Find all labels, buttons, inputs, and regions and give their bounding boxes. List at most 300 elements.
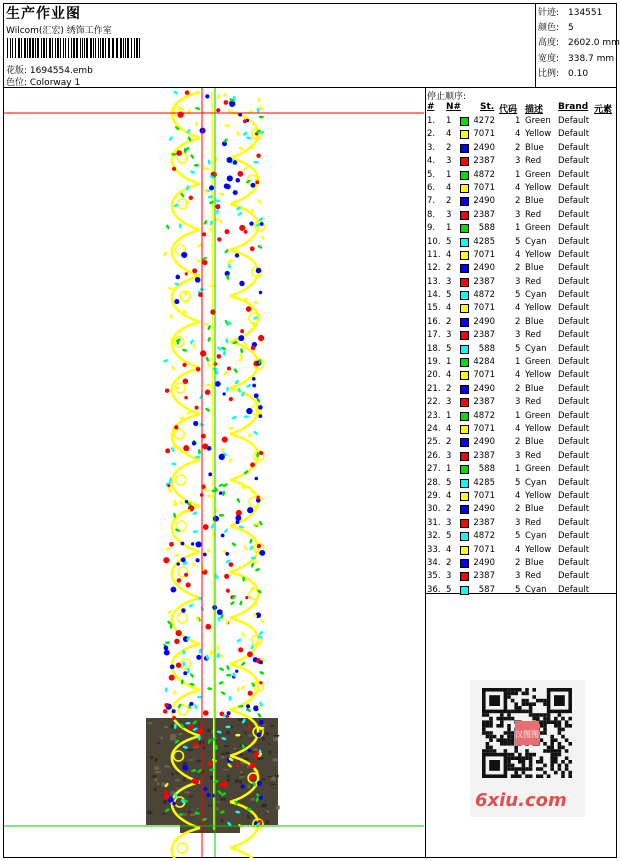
qr-module <box>486 742 490 746</box>
row-needle: 1 <box>446 223 452 234</box>
row-num: 34. <box>427 557 441 568</box>
fabric-texture <box>269 751 272 755</box>
qr-module <box>514 688 518 692</box>
leaf <box>246 708 252 712</box>
qr-module <box>550 720 554 724</box>
header-brand: Brand <box>558 102 589 112</box>
row-stitches: 2490 <box>473 383 495 394</box>
qr-module <box>500 724 504 728</box>
flower-petal <box>181 608 186 613</box>
stats-divider <box>535 3 536 87</box>
row-needle: 3 <box>446 450 452 461</box>
qr-module <box>543 728 547 732</box>
fabric-texture <box>268 743 270 745</box>
table-row <box>427 530 617 543</box>
fabric-texture <box>208 805 212 807</box>
flower-petal <box>209 185 214 190</box>
leaf <box>203 220 208 226</box>
leaf <box>215 199 221 203</box>
color-swatch <box>460 238 469 247</box>
qr-module <box>532 717 536 721</box>
flower-petal <box>172 167 176 171</box>
leaf <box>220 447 225 453</box>
company-name: Wilcom(汇宏) 绣饰工作室 <box>6 26 112 36</box>
row-description: Blue <box>525 142 544 153</box>
flower-petal <box>255 180 259 184</box>
flower-petal <box>203 524 209 530</box>
row-num: 20. <box>427 370 441 381</box>
row-needle: 2 <box>446 316 452 327</box>
leaf <box>218 681 224 686</box>
row-stitches: 7071 <box>473 303 495 314</box>
leaf <box>174 553 180 558</box>
flower-petal <box>183 671 187 675</box>
qr-module <box>536 774 540 778</box>
qr-module <box>561 717 565 721</box>
row-description: Green <box>525 116 551 126</box>
qr-module <box>514 756 518 760</box>
qr-module <box>540 713 544 717</box>
row-code: 4 <box>515 249 521 260</box>
flower-petal <box>185 500 188 503</box>
qr-module <box>525 753 529 757</box>
qr-module <box>568 724 572 728</box>
flower-petal <box>257 544 261 548</box>
row-description: Cyan <box>525 290 547 301</box>
flower-petal <box>257 781 262 786</box>
qr-module <box>554 724 558 728</box>
color-swatch <box>460 144 469 153</box>
row-stitches: 7071 <box>473 249 495 260</box>
color-swatch <box>460 224 469 233</box>
flower-petal <box>193 742 198 747</box>
qr-module <box>482 713 486 717</box>
row-brand: Default <box>558 223 590 234</box>
leaf <box>219 514 224 517</box>
flower-petal <box>165 448 170 453</box>
row-brand: Default <box>558 316 590 327</box>
qr-module <box>554 760 558 764</box>
row-stitches: 588 <box>478 223 495 234</box>
row-stitches: 4272 <box>473 116 495 126</box>
qr-module <box>511 756 515 760</box>
qr-module <box>500 742 504 746</box>
fabric-texture <box>189 811 191 813</box>
stop-sequence-header <box>427 102 617 114</box>
table-row <box>427 236 617 249</box>
table-row <box>427 329 617 342</box>
fabric-texture <box>240 771 243 774</box>
row-stitches: 588 <box>478 343 495 354</box>
qr-module <box>514 767 518 771</box>
flower-petal <box>215 381 221 387</box>
table-row <box>427 209 617 222</box>
flower-petal <box>252 377 256 381</box>
colorway-label: 色位: Colorway 1 <box>6 78 81 88</box>
leaf <box>206 362 211 368</box>
qr-module <box>489 720 493 724</box>
flower-petal <box>233 160 238 165</box>
qr-module <box>486 735 490 739</box>
row-brand: Default <box>558 531 590 542</box>
flower-petal <box>221 781 227 787</box>
row-needle: 3 <box>446 397 452 408</box>
qr-module <box>529 767 533 771</box>
flower-petal <box>174 299 179 304</box>
flower-petal <box>244 230 248 234</box>
header-description: 描述 <box>525 105 544 115</box>
row-num: 16. <box>427 316 441 327</box>
leaf <box>244 415 249 418</box>
color-swatch <box>460 572 469 581</box>
leaf <box>231 542 237 547</box>
row-brand: Default <box>558 477 590 488</box>
qr-module <box>504 749 508 753</box>
row-num: 29. <box>427 490 441 501</box>
table-row <box>427 169 617 182</box>
qr-module <box>514 774 518 778</box>
row-needle: 1 <box>446 116 452 126</box>
row-code: 5 <box>515 477 521 488</box>
qr-module <box>507 756 511 760</box>
row-num: 12. <box>427 263 441 274</box>
qr-module <box>550 742 554 746</box>
qr-module <box>561 735 565 739</box>
flower-petal <box>236 178 241 183</box>
color-swatch <box>460 532 469 541</box>
row-stitches: 2387 <box>473 397 495 408</box>
color-swatch <box>460 492 469 501</box>
qr-finder <box>554 695 565 706</box>
vine-curl <box>174 429 184 439</box>
qr-module <box>504 731 508 735</box>
row-brand: Default <box>558 490 590 501</box>
row-code: 3 <box>515 209 521 220</box>
table-row <box>427 369 617 382</box>
color-swatch <box>460 171 469 180</box>
qr-module <box>554 749 558 753</box>
flower-petal <box>222 437 228 443</box>
row-brand: Default <box>558 290 590 301</box>
fabric-texture <box>178 733 183 735</box>
leaf <box>167 487 171 493</box>
row-description: Cyan <box>525 584 547 595</box>
row-brand: Default <box>558 236 590 247</box>
row-needle: 5 <box>446 290 452 301</box>
flower-petal <box>203 710 209 716</box>
fabric-texture <box>162 813 166 815</box>
leaf <box>191 561 197 566</box>
row-needle: 4 <box>446 303 452 314</box>
row-needle: 5 <box>446 531 452 542</box>
flower-petal <box>248 726 251 729</box>
row-needle: 5 <box>446 236 452 247</box>
table-row <box>427 570 617 583</box>
vine-stem <box>230 250 258 296</box>
qr-module <box>558 731 562 735</box>
qr-module <box>511 710 515 714</box>
row-stitches: 2490 <box>473 504 495 515</box>
header-needle: N# <box>446 102 462 112</box>
row-needle: 4 <box>446 423 452 434</box>
flower-petal <box>247 507 253 513</box>
qr-module <box>543 699 547 703</box>
qr-module <box>547 774 551 778</box>
qr-module <box>543 724 547 728</box>
row-stitches: 4872 <box>473 531 495 542</box>
fabric-texture <box>221 819 223 822</box>
leaf <box>242 131 248 136</box>
row-description: Cyan <box>525 343 547 354</box>
color-swatch <box>460 130 469 139</box>
flower-petal <box>224 574 229 579</box>
qr-module <box>507 735 511 739</box>
fabric-texture <box>238 780 241 782</box>
flower-petal <box>250 183 255 188</box>
qr-module <box>525 774 529 778</box>
flower-petal <box>225 552 229 556</box>
qr-module <box>507 753 511 757</box>
row-needle: 1 <box>446 169 452 180</box>
qr-module <box>493 749 497 753</box>
qr-module <box>540 699 544 703</box>
leaf <box>233 368 238 374</box>
table-row <box>427 155 617 168</box>
fabric-texture <box>191 809 194 810</box>
qr-module <box>507 695 511 699</box>
row-stitches: 2387 <box>473 330 495 341</box>
flower-petal <box>256 732 261 737</box>
qr-module <box>543 713 547 717</box>
fabric-texture <box>151 775 156 777</box>
color-swatch <box>460 345 469 354</box>
row-description: Blue <box>525 557 544 568</box>
leaf <box>194 704 198 710</box>
flower-petal <box>189 196 193 200</box>
fabric-texture <box>176 788 178 790</box>
row-num: 5. <box>427 169 436 180</box>
flower-petal <box>250 763 256 769</box>
qr-module <box>558 746 562 750</box>
flower-petal <box>182 765 188 771</box>
leaf <box>220 691 226 696</box>
flower-petal <box>175 275 180 280</box>
row-brand: Default <box>558 156 590 167</box>
leaf <box>182 661 185 666</box>
flower-petal <box>172 716 176 720</box>
row-code: 2 <box>515 383 521 394</box>
flower-petal <box>217 354 221 358</box>
leaf <box>207 325 211 331</box>
qr-module <box>504 717 508 721</box>
color-swatch <box>460 331 469 340</box>
fabric-texture <box>261 804 267 807</box>
row-description: Red <box>525 276 542 287</box>
flower-petal <box>170 664 175 669</box>
flower-petal <box>206 793 210 797</box>
qr-module <box>543 749 547 753</box>
row-stitches: 588 <box>478 464 495 475</box>
qr-module <box>507 764 511 768</box>
fabric-texture <box>235 779 239 782</box>
flower-petal <box>225 229 230 234</box>
qr-module <box>522 710 526 714</box>
color-swatch <box>460 519 469 528</box>
row-description: Blue <box>525 263 544 274</box>
qr-module <box>558 742 562 746</box>
row-code: 1 <box>515 464 521 475</box>
row-brand: Default <box>558 557 590 568</box>
leaf <box>240 348 243 354</box>
row-needle: 2 <box>446 263 452 274</box>
fabric-texture <box>161 737 163 740</box>
flower-petal <box>196 558 200 562</box>
leaf <box>216 209 219 214</box>
fabric-texture <box>188 759 194 760</box>
vine-curl <box>176 475 186 485</box>
row-description: Blue <box>525 196 544 207</box>
flower-petal <box>252 384 256 388</box>
row-code: 3 <box>515 276 521 287</box>
qr-module <box>489 735 493 739</box>
flower-petal <box>192 268 197 273</box>
qr-module <box>536 717 540 721</box>
row-description: Cyan <box>525 236 547 247</box>
row-code: 4 <box>515 490 521 501</box>
qr-module <box>565 764 569 768</box>
qr-module <box>514 749 518 753</box>
qr-module <box>543 731 547 735</box>
flower-petal <box>227 175 233 181</box>
color-swatch <box>460 211 469 220</box>
row-description: Green <box>525 464 551 475</box>
leaf <box>172 503 177 506</box>
flower-petal <box>259 795 263 799</box>
flower-petal <box>221 534 225 538</box>
flower-petal <box>185 272 188 275</box>
table-row <box>427 195 617 208</box>
leaf <box>222 93 228 98</box>
flower-petal <box>254 393 259 398</box>
row-needle: 5 <box>446 477 452 488</box>
qr-module <box>486 724 490 728</box>
qr-module <box>543 764 547 768</box>
qr-module <box>547 713 551 717</box>
qr-module <box>550 764 554 768</box>
flower-petal <box>256 268 262 274</box>
flower-petal <box>205 389 210 394</box>
qr-module <box>514 771 518 775</box>
leaf <box>228 426 234 431</box>
fabric-texture <box>227 779 230 782</box>
row-brand: Default <box>558 142 590 153</box>
qr-module <box>554 720 558 724</box>
flower-petal <box>186 582 191 587</box>
flower-petal <box>169 675 175 681</box>
flower-petal <box>164 650 170 656</box>
qr-module <box>482 720 486 724</box>
table-row <box>427 222 617 235</box>
fabric-texture <box>271 784 276 785</box>
leaf <box>260 235 265 241</box>
leaf <box>257 712 262 718</box>
row-description: Red <box>525 209 542 220</box>
qr-module <box>540 756 544 760</box>
color-swatch <box>460 465 469 474</box>
fabric-texture <box>226 731 229 734</box>
fabric-texture <box>273 737 278 741</box>
flower-petal <box>239 225 245 231</box>
color-swatch <box>460 546 469 555</box>
row-needle: 1 <box>446 357 452 368</box>
row-description: Red <box>525 156 542 167</box>
table-row <box>427 289 617 302</box>
flower-petal <box>235 515 241 521</box>
leaf <box>216 653 220 659</box>
leaf <box>190 154 195 160</box>
flower-petal <box>163 557 169 563</box>
flower-petal <box>195 406 199 410</box>
qr-module <box>518 767 522 771</box>
leaf <box>249 538 253 544</box>
row-brand: Default <box>558 584 590 595</box>
flower-petal <box>222 392 225 395</box>
flower-petal <box>259 720 264 725</box>
row-needle: 2 <box>446 504 452 515</box>
flower-petal <box>251 345 256 350</box>
flower-petal <box>188 724 193 729</box>
qr-module <box>529 760 533 764</box>
fabric-texture <box>188 749 193 751</box>
leaf <box>217 94 221 100</box>
fabric-texture <box>270 725 273 727</box>
leaf <box>237 687 240 692</box>
leaf <box>197 243 203 248</box>
row-num: 31. <box>427 517 441 528</box>
qr-module <box>500 738 504 742</box>
qr-module <box>543 702 547 706</box>
color-swatch <box>460 184 469 193</box>
flower-petal <box>229 397 233 401</box>
row-description: Blue <box>525 383 544 394</box>
row-stitches: 4285 <box>473 236 495 247</box>
flower-petal <box>176 150 182 156</box>
fabric-texture <box>154 788 156 792</box>
row-num: 18. <box>427 343 441 354</box>
fabric-texture <box>183 762 187 764</box>
leaf <box>207 687 213 691</box>
row-code: 5 <box>515 236 521 247</box>
flower-petal <box>243 119 247 123</box>
row-code: 2 <box>515 557 521 568</box>
fabric-texture <box>244 732 247 733</box>
fabric-texture <box>175 779 179 781</box>
flower-petal <box>191 542 194 545</box>
row-stitches: 7071 <box>473 490 495 501</box>
color-swatch <box>460 559 469 568</box>
row-needle: 3 <box>446 276 452 287</box>
qr-module <box>550 756 554 760</box>
flower-petal <box>217 609 223 615</box>
leaf <box>257 198 262 204</box>
flower-petal <box>213 516 219 522</box>
header-element: 元素 <box>594 105 613 115</box>
vine-stem <box>230 618 258 664</box>
leaf <box>247 109 253 114</box>
page-title: 生产作业图 <box>6 6 81 22</box>
fabric-texture <box>262 737 265 740</box>
qr-module <box>507 731 511 735</box>
